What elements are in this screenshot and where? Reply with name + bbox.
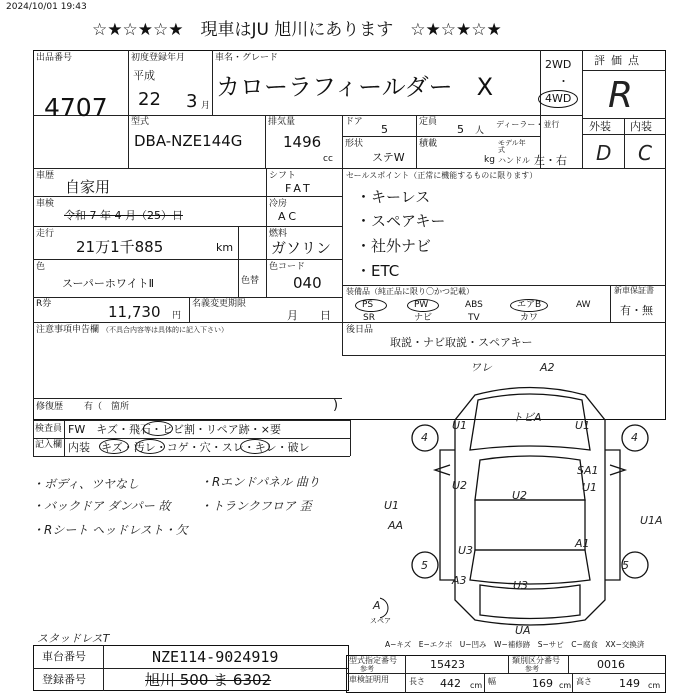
exterior-score: D — [596, 141, 612, 165]
mileage-value: 21万1千885 — [76, 238, 164, 256]
drive-4wd: 4WD — [545, 92, 572, 105]
recycle-value: 11,730 — [108, 303, 161, 321]
reg-value: 旭川 500 ま 6302 — [145, 671, 272, 689]
warranty-value: 有・無 — [620, 304, 653, 317]
inspector-label: 検査員 — [35, 424, 63, 434]
equip-navi: ナビ — [414, 313, 433, 323]
load-label: 積載 — [419, 139, 438, 149]
person-unit: 人 — [475, 126, 485, 136]
shape-value: ステW — [372, 151, 405, 164]
door-label: ドア — [345, 117, 363, 127]
diag-tire-rl: 5 — [421, 559, 428, 572]
repair-value: 有（ 箇所 — [84, 402, 130, 412]
reg-label: 登録番号 — [42, 673, 86, 686]
length-value: 442 — [440, 677, 461, 690]
chassis-label: 車台番号 — [42, 650, 86, 663]
warranty-tail: 月 日 — [287, 309, 331, 322]
mileage-label: 走行 — [36, 229, 55, 239]
equip-sr: SR — [363, 313, 375, 323]
yen-unit: 円 — [172, 311, 182, 321]
lot-label: 出品番号 — [36, 53, 73, 63]
notes-sub: （不具合内容等は具体的に記入下さい） — [102, 326, 228, 334]
km-unit: km — [216, 241, 234, 254]
note-1: ・ボディ、ツヤなし — [32, 477, 140, 491]
notes-label: 注意事項申告欄 — [36, 325, 100, 335]
use-label: 車歴 — [36, 171, 55, 181]
inspector-row2: 内装 キズ・汚レ・コゲ・穴・スレ・キレ・破レ — [68, 441, 310, 454]
sales-point-4: ・ETC — [356, 262, 400, 280]
diag-sa1: SA1 — [577, 464, 599, 477]
equip-pw: PW — [414, 300, 429, 310]
fuel-value: ガソリン — [271, 239, 332, 257]
length-unit: cm — [470, 681, 483, 690]
inspector-row1: FW キズ・飛石・ヒビ割・リペア跡・×要 — [68, 423, 281, 436]
color-label: 色 — [36, 262, 46, 272]
note-5: ・トランクフロア 歪 — [200, 499, 312, 513]
options-value: 取説・ナビ取説・スペアキー — [390, 336, 533, 349]
equip-airbag: エアB — [517, 300, 542, 310]
color-code-value: 040 — [293, 274, 322, 292]
displacement: 1496 — [283, 133, 322, 151]
diag-a2: A2 — [540, 361, 555, 374]
kg-unit: kg — [484, 155, 495, 165]
model-code: DBA-NZE144G — [134, 132, 243, 150]
color-change-label: 色替 — [241, 276, 260, 286]
drive-2wd: 2WD — [545, 58, 572, 71]
height-label: 高さ — [576, 677, 592, 686]
car-name-label: 車名・グレード — [215, 53, 279, 63]
new-warranty-label: 新車保証書 — [614, 286, 654, 295]
diag-u3: U3 — [458, 544, 474, 557]
diag-u1a: U1A — [640, 514, 663, 527]
equipment-label: 装備品（純正品に限り〇かつ記載） — [346, 287, 474, 296]
era: 平成 — [133, 69, 155, 82]
handle-label: ハンドル — [498, 156, 530, 165]
entrant-label: 記入欄 — [35, 440, 63, 450]
model-cert-value: 15423 — [430, 658, 465, 671]
inspection-value: 令和 7 年 4 月（25）日 — [64, 209, 183, 222]
category-label: 類別区分番号 — [512, 656, 560, 665]
handle-value: 左・右 — [534, 154, 567, 167]
car-damage-diagram — [380, 360, 680, 645]
model-cert-label: 型式指定番号 — [349, 656, 397, 665]
damage-legend: A−キズ E−エクボ U−凹み W−補修跡 S−サビ C−腐食 XX−交換済 — [385, 640, 645, 649]
fuel-label: 燃料 — [269, 229, 288, 239]
model-year-label: モデル年式 — [498, 139, 526, 154]
diag-tire-rr: 5 — [622, 559, 629, 572]
sales-point-3: ・社外ナビ — [356, 237, 432, 255]
note-3: ・Rシート ヘッドレスト・欠 — [32, 523, 188, 537]
shape-label: 形状 — [345, 139, 364, 149]
capacity-label: 定員 — [419, 117, 438, 127]
first-reg-label: 初度登録年月 — [131, 53, 186, 63]
options-label: 後日品 — [346, 325, 374, 335]
diag-top: トビA — [512, 411, 542, 424]
diag-u2-left: U2 — [452, 479, 468, 492]
note-4: ・Rエンドパネル 曲り — [200, 475, 320, 489]
interior-label: 内装 — [630, 120, 652, 133]
height-unit: cm — [648, 681, 661, 690]
interior-score: C — [638, 141, 652, 165]
seats: 5 — [457, 123, 464, 136]
sales-point-2: ・スペアキー — [356, 212, 446, 230]
diag-spare-a: A — [373, 599, 381, 612]
score-value: R — [608, 75, 634, 116]
sales-points-label: セールスポイント（正常に機能するものに限ります） — [346, 171, 538, 180]
category-value: 0016 — [597, 658, 625, 671]
diag-u3-back: U3 — [513, 579, 529, 592]
diag-a3: A3 — [452, 574, 467, 587]
diag-aa: AA — [388, 519, 404, 532]
reg-year: 22 — [138, 89, 161, 110]
height-value: 149 — [619, 677, 640, 690]
score-label: 評価点 — [594, 54, 645, 67]
width-value: 169 — [532, 677, 553, 690]
color-value: スーパーホワイトⅡ — [62, 277, 154, 290]
cc-label: 排気量 — [268, 117, 296, 127]
ac-label: 冷房 — [269, 199, 288, 209]
diag-u1-right2: U1 — [582, 481, 598, 494]
diag-tire-fl: 4 — [421, 431, 428, 444]
dealer-label: ディーラー・並行 — [496, 120, 560, 129]
color-code-label: 色コード — [269, 262, 306, 272]
recycle-label: R券 — [36, 299, 52, 309]
chassis-value: NZE114-9024919 — [152, 648, 279, 666]
inspection-label: 車検 — [36, 199, 55, 209]
diag-u2-center: U2 — [512, 489, 528, 502]
equip-leather: カワ — [520, 313, 539, 323]
repair-label: 修復歴 — [36, 402, 64, 412]
car-name: カローラフィールダー X — [216, 73, 494, 101]
dims-label: 車検証明用 — [349, 675, 389, 684]
reg-month: 3 — [186, 91, 198, 112]
lot-number: 4707 — [44, 93, 108, 122]
diag-u1-side: U1 — [384, 499, 400, 512]
exterior-label: 外装 — [589, 120, 611, 133]
warranty-label: 名義変更期限 — [192, 299, 247, 309]
length-label: 長さ — [409, 677, 425, 686]
width-unit: cm — [559, 681, 572, 690]
width-label: 幅 — [488, 677, 496, 686]
banner: ☆★☆★☆★ 現車はJU 旭川にあります ☆★☆★☆★ — [92, 20, 502, 40]
timestamp: 2024/10/01 19:43 — [6, 2, 87, 12]
type-label: 型式 — [131, 117, 150, 127]
shift-label: シフト — [269, 171, 297, 181]
diag-wl: ワレ — [470, 361, 492, 374]
sales-point-1: ・キーレス — [356, 188, 431, 206]
ref-label-2: 参考 — [525, 665, 539, 673]
equip-abs: ABS — [465, 300, 483, 310]
equip-tv: TV — [468, 313, 480, 323]
diag-a1: A1 — [575, 537, 590, 550]
equip-ps: PS — [362, 300, 374, 310]
diag-ua: UA — [515, 624, 531, 637]
month-unit: 月 — [201, 101, 211, 111]
diag-u1-right: U1 — [575, 419, 591, 432]
diag-u1-left: U1 — [452, 419, 468, 432]
note-2: ・バックドア ダンパー 故 — [32, 499, 171, 513]
doors: 5 — [381, 123, 388, 136]
ac-value: AC — [278, 210, 300, 223]
stud-note: スタッドレスT — [37, 632, 110, 645]
ref-label-1: 参考 — [360, 665, 374, 673]
use-value: 自家用 — [65, 178, 111, 196]
equip-aw: AW — [576, 300, 591, 310]
shift-value: FAT — [285, 182, 313, 195]
diag-spare-label: スペア — [370, 617, 391, 625]
cc-unit: cc — [323, 154, 333, 164]
diag-tire-fr: 4 — [631, 431, 638, 444]
